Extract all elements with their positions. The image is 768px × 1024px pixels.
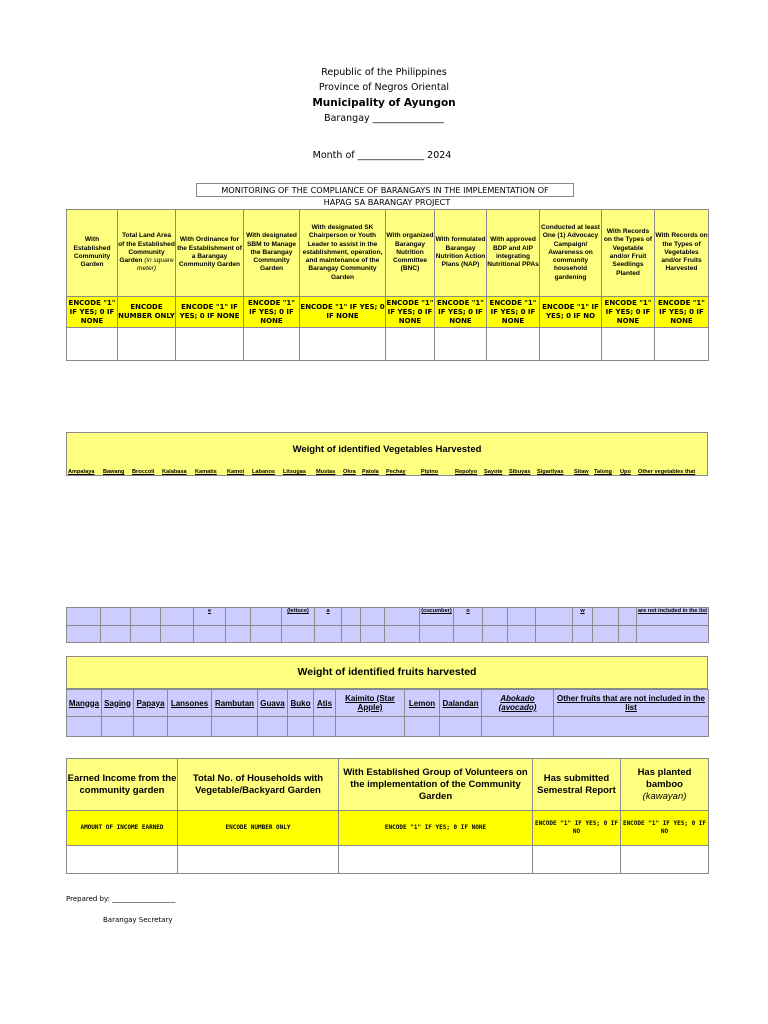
- vegetables-input-row: [67, 626, 709, 643]
- veg-label: Other vegetables that: [638, 469, 696, 475]
- veg-label: Litsugas: [283, 469, 307, 475]
- fruit-label: Other fruits that are not included in the list: [554, 690, 709, 717]
- fruit-label: Dalandan: [440, 690, 482, 717]
- fruit-label: Papaya: [134, 690, 168, 717]
- col-semestral-report: Has submitted Semestral Report: [533, 759, 621, 811]
- input-cell[interactable]: [536, 626, 573, 643]
- encode-instruction: ENCODE "1" IF YES; 0 IF NONE: [67, 297, 118, 328]
- input-cell[interactable]: [178, 846, 339, 874]
- col-land-area: Total Land Area of the Established Community Garden (in square meter): [118, 210, 176, 297]
- input-cell[interactable]: [508, 626, 536, 643]
- veg-label: Ampalaya: [68, 469, 95, 475]
- input-cell[interactable]: [131, 626, 161, 643]
- input-cell[interactable]: [619, 626, 637, 643]
- fruit-label: Buko: [288, 690, 314, 717]
- input-cell[interactable]: [482, 717, 554, 737]
- municipality-heading: Municipality of Ayungon: [312, 97, 456, 109]
- prepared-by: Prepared by: __________________: [66, 895, 176, 903]
- input-cell[interactable]: [385, 626, 420, 643]
- col-sbm: With designated SBM to Manage the Barangay Community Garden: [244, 210, 300, 297]
- veg-label-tail: e: [194, 608, 226, 626]
- input-cell[interactable]: [386, 328, 435, 361]
- veg-label: Labanos: [252, 469, 276, 475]
- input-cell[interactable]: [226, 626, 251, 643]
- input-cell[interactable]: [342, 626, 361, 643]
- input-cell[interactable]: [637, 626, 709, 643]
- fruit-label: Guava: [258, 690, 288, 717]
- input-cell[interactable]: [336, 717, 405, 737]
- fruit-label: Abokado (avocado): [482, 690, 554, 717]
- veg-label: Repolyo: [455, 469, 478, 475]
- input-cell[interactable]: [314, 717, 336, 737]
- input-cell[interactable]: [315, 626, 342, 643]
- veg-label: Mustas: [316, 469, 336, 475]
- vegetables-panel: [66, 432, 708, 476]
- veg-label: Kalabasa: [162, 469, 187, 475]
- encode-instruction: ENCODE "1" IF YES; 0 IF NONE: [487, 297, 540, 328]
- veg-label-tail: (lettuce): [282, 608, 315, 626]
- fruit-label: Kaimito (Star Apple): [336, 690, 405, 717]
- input-cell[interactable]: [67, 328, 118, 361]
- input-cell[interactable]: [573, 626, 593, 643]
- fruits-title: Weight of identified fruits harvested: [66, 656, 708, 689]
- input-cell[interactable]: [288, 717, 314, 737]
- input-cell[interactable]: [593, 626, 619, 643]
- col-ordinance: With Ordinance for the Establishment of a Barangay Community Garden: [176, 210, 244, 297]
- input-cell[interactable]: [101, 626, 131, 643]
- province-heading: Province of Negros Oriental: [318, 82, 450, 93]
- input-cell[interactable]: [533, 846, 621, 874]
- col-bdp-aip: With approved BDP and AIP integrating Nutritional PPAs: [487, 210, 540, 297]
- fruit-label: Atis: [314, 690, 336, 717]
- fruits-table: [66, 689, 709, 737]
- encode-instruction: ENCODE NUMBER ONLY: [178, 811, 339, 846]
- compliance-input-row: [67, 328, 709, 361]
- encode-instruction: AMOUNT OF INCOME EARNED: [67, 811, 178, 846]
- input-cell[interactable]: [621, 846, 709, 874]
- input-cell[interactable]: [67, 846, 178, 874]
- encode-instruction: ENCODE "1" IF YES; 0 IF NO: [621, 811, 709, 846]
- input-cell[interactable]: [361, 626, 385, 643]
- input-cell[interactable]: [602, 328, 655, 361]
- income-input-row: [67, 846, 709, 874]
- veg-label: Bawang: [103, 469, 125, 475]
- fruit-label: Lansones: [168, 690, 212, 717]
- veg-label: Broccoli: [132, 469, 155, 475]
- fruit-label: Mangga: [67, 690, 102, 717]
- col-advocacy: Conducted at least One (1) Advocacy Campaign/ Awareness on community household gardening: [540, 210, 602, 297]
- input-cell[interactable]: [282, 626, 315, 643]
- fruit-label: Lemon: [405, 690, 440, 717]
- col-bamboo: Has planted bamboo (kawayan): [621, 759, 709, 811]
- vegetables-list: [68, 469, 708, 477]
- input-cell[interactable]: [212, 717, 258, 737]
- input-cell[interactable]: [244, 328, 300, 361]
- encode-instruction: ENCODE "1" IF YES; 0 IF NONE: [244, 297, 300, 328]
- encode-instruction: ENCODE NUMBER ONLY: [118, 297, 176, 328]
- income-encode-row: [67, 811, 709, 846]
- income-header-row: [67, 759, 709, 811]
- input-cell[interactable]: [300, 328, 386, 361]
- veg-label-tail: (cucumber): [420, 608, 454, 626]
- veg-label: Upo: [620, 469, 631, 475]
- vegetables-label-row: [67, 608, 709, 626]
- input-cell[interactable]: [102, 717, 134, 737]
- veg-label: Kamoi: [227, 469, 245, 475]
- input-cell[interactable]: [435, 328, 487, 361]
- veg-label: Okra: [343, 469, 356, 475]
- input-cell[interactable]: [454, 626, 483, 643]
- encode-instruction: ENCODE "1" IF YES; 0 IF NONE: [435, 297, 487, 328]
- compliance-encode-row: [67, 297, 709, 328]
- encode-instruction: ENCODE "1" IF YES; 0 IF NO: [533, 811, 621, 846]
- input-cell[interactable]: [487, 328, 540, 361]
- vegetables-title: Weight of identified Vegetables Harvested: [292, 444, 482, 455]
- fruits-input-row: [67, 717, 709, 737]
- compliance-title: MONITORING OF THE COMPLIANCE OF BARANGAYS IN THE IMPLEMENTATION OF: [196, 183, 574, 197]
- veg-label: Sibuyas: [509, 469, 531, 475]
- input-cell[interactable]: [420, 626, 454, 643]
- encode-instruction: ENCODE "1" IF YES; 0 IF NONE: [386, 297, 435, 328]
- encode-instruction: ENCODE "1" IF YES; 0 IF NONE: [300, 297, 386, 328]
- input-cell[interactable]: [118, 328, 176, 361]
- input-cell[interactable]: [554, 717, 709, 737]
- encode-instruction: ENCODE "1" IF YES; 0 IF NONE: [602, 297, 655, 328]
- veg-label: Pipino: [421, 469, 439, 475]
- input-cell[interactable]: [176, 328, 244, 361]
- input-cell[interactable]: [67, 626, 101, 643]
- input-cell[interactable]: [161, 626, 194, 643]
- input-cell[interactable]: [339, 846, 533, 874]
- encode-instruction: ENCODE "1" IF YES; 0 IF NONE: [176, 297, 244, 328]
- veg-label: Kamatis: [195, 469, 217, 475]
- col-records-harvested: With Records on the Types of Vegetables and/or Fruits Harvested: [655, 210, 709, 297]
- veg-label: Talong: [594, 469, 612, 475]
- compliance-subtitle: HAPAG SA BARANGAY PROJECT: [323, 197, 451, 207]
- fruit-label: Saging: [102, 690, 134, 717]
- encode-instruction: ENCODE "1" IF YES; 0 IF NO: [540, 297, 602, 328]
- input-cell[interactable]: [405, 717, 440, 737]
- input-cell[interactable]: [540, 328, 602, 361]
- veg-label: Sitaw: [574, 469, 589, 475]
- compliance-header-row: [67, 210, 709, 297]
- input-cell[interactable]: [251, 626, 282, 643]
- col-bnc: With organized Barangay Nutrition Committee (BNC): [386, 210, 435, 297]
- veg-label: Pechay: [386, 469, 406, 475]
- col-households: Total No. of Households with Vegetable/Backyard Garden: [178, 759, 339, 811]
- input-cell[interactable]: [483, 626, 508, 643]
- input-cell[interactable]: [134, 717, 168, 737]
- veg-label-tail: o: [454, 608, 483, 626]
- veg-label-tail: are not included in the list: [637, 608, 709, 626]
- income-table: [66, 758, 709, 874]
- input-cell[interactable]: [440, 717, 482, 737]
- col-volunteers: With Established Group of Volunteers on the implementation of the Community Garden: [339, 759, 533, 811]
- fruit-label: Rambutan: [212, 690, 258, 717]
- fruits-header-row: [67, 690, 709, 717]
- compliance-table: [66, 209, 709, 361]
- veg-label: Sayote: [484, 469, 503, 475]
- veg-label-tail: w: [573, 608, 593, 626]
- col-sk-chairperson: With designated SK Chairperson or Youth Leader to assist in the establishment, operation, and maintenance of the Barangay Community Garden: [300, 210, 386, 297]
- barangay-field: Barangay _______________: [324, 113, 444, 124]
- vegetables-table: [66, 607, 709, 643]
- col-nap: With formulated Barangay Nutrition Action Plans (NAP): [435, 210, 487, 297]
- col-records-planted: With Records on the Types of Vegetable and/or Fruit Seedlings Planted: [602, 210, 655, 297]
- encode-instruction: ENCODE "1" IF YES; 0 IF NONE: [655, 297, 709, 328]
- veg-label: Sigarilyas: [537, 469, 564, 475]
- input-cell[interactable]: [655, 328, 709, 361]
- encode-instruction: ENCODE "1" IF YES; 0 IF NONE: [339, 811, 533, 846]
- input-cell[interactable]: [258, 717, 288, 737]
- veg-label: Patola: [362, 469, 379, 475]
- input-cell[interactable]: [168, 717, 212, 737]
- input-cell[interactable]: [67, 717, 102, 737]
- month-field: Month of ______________ 2024: [312, 150, 452, 161]
- col-established-garden: With Established Community Garden: [67, 210, 118, 297]
- republic-heading: Republic of the Philippines: [321, 67, 447, 78]
- input-cell[interactable]: [194, 626, 226, 643]
- prepared-by-role: Barangay Secretary: [103, 916, 173, 924]
- veg-label-tail: a: [315, 608, 342, 626]
- col-earned-income: Earned Income from the community garden: [67, 759, 178, 811]
